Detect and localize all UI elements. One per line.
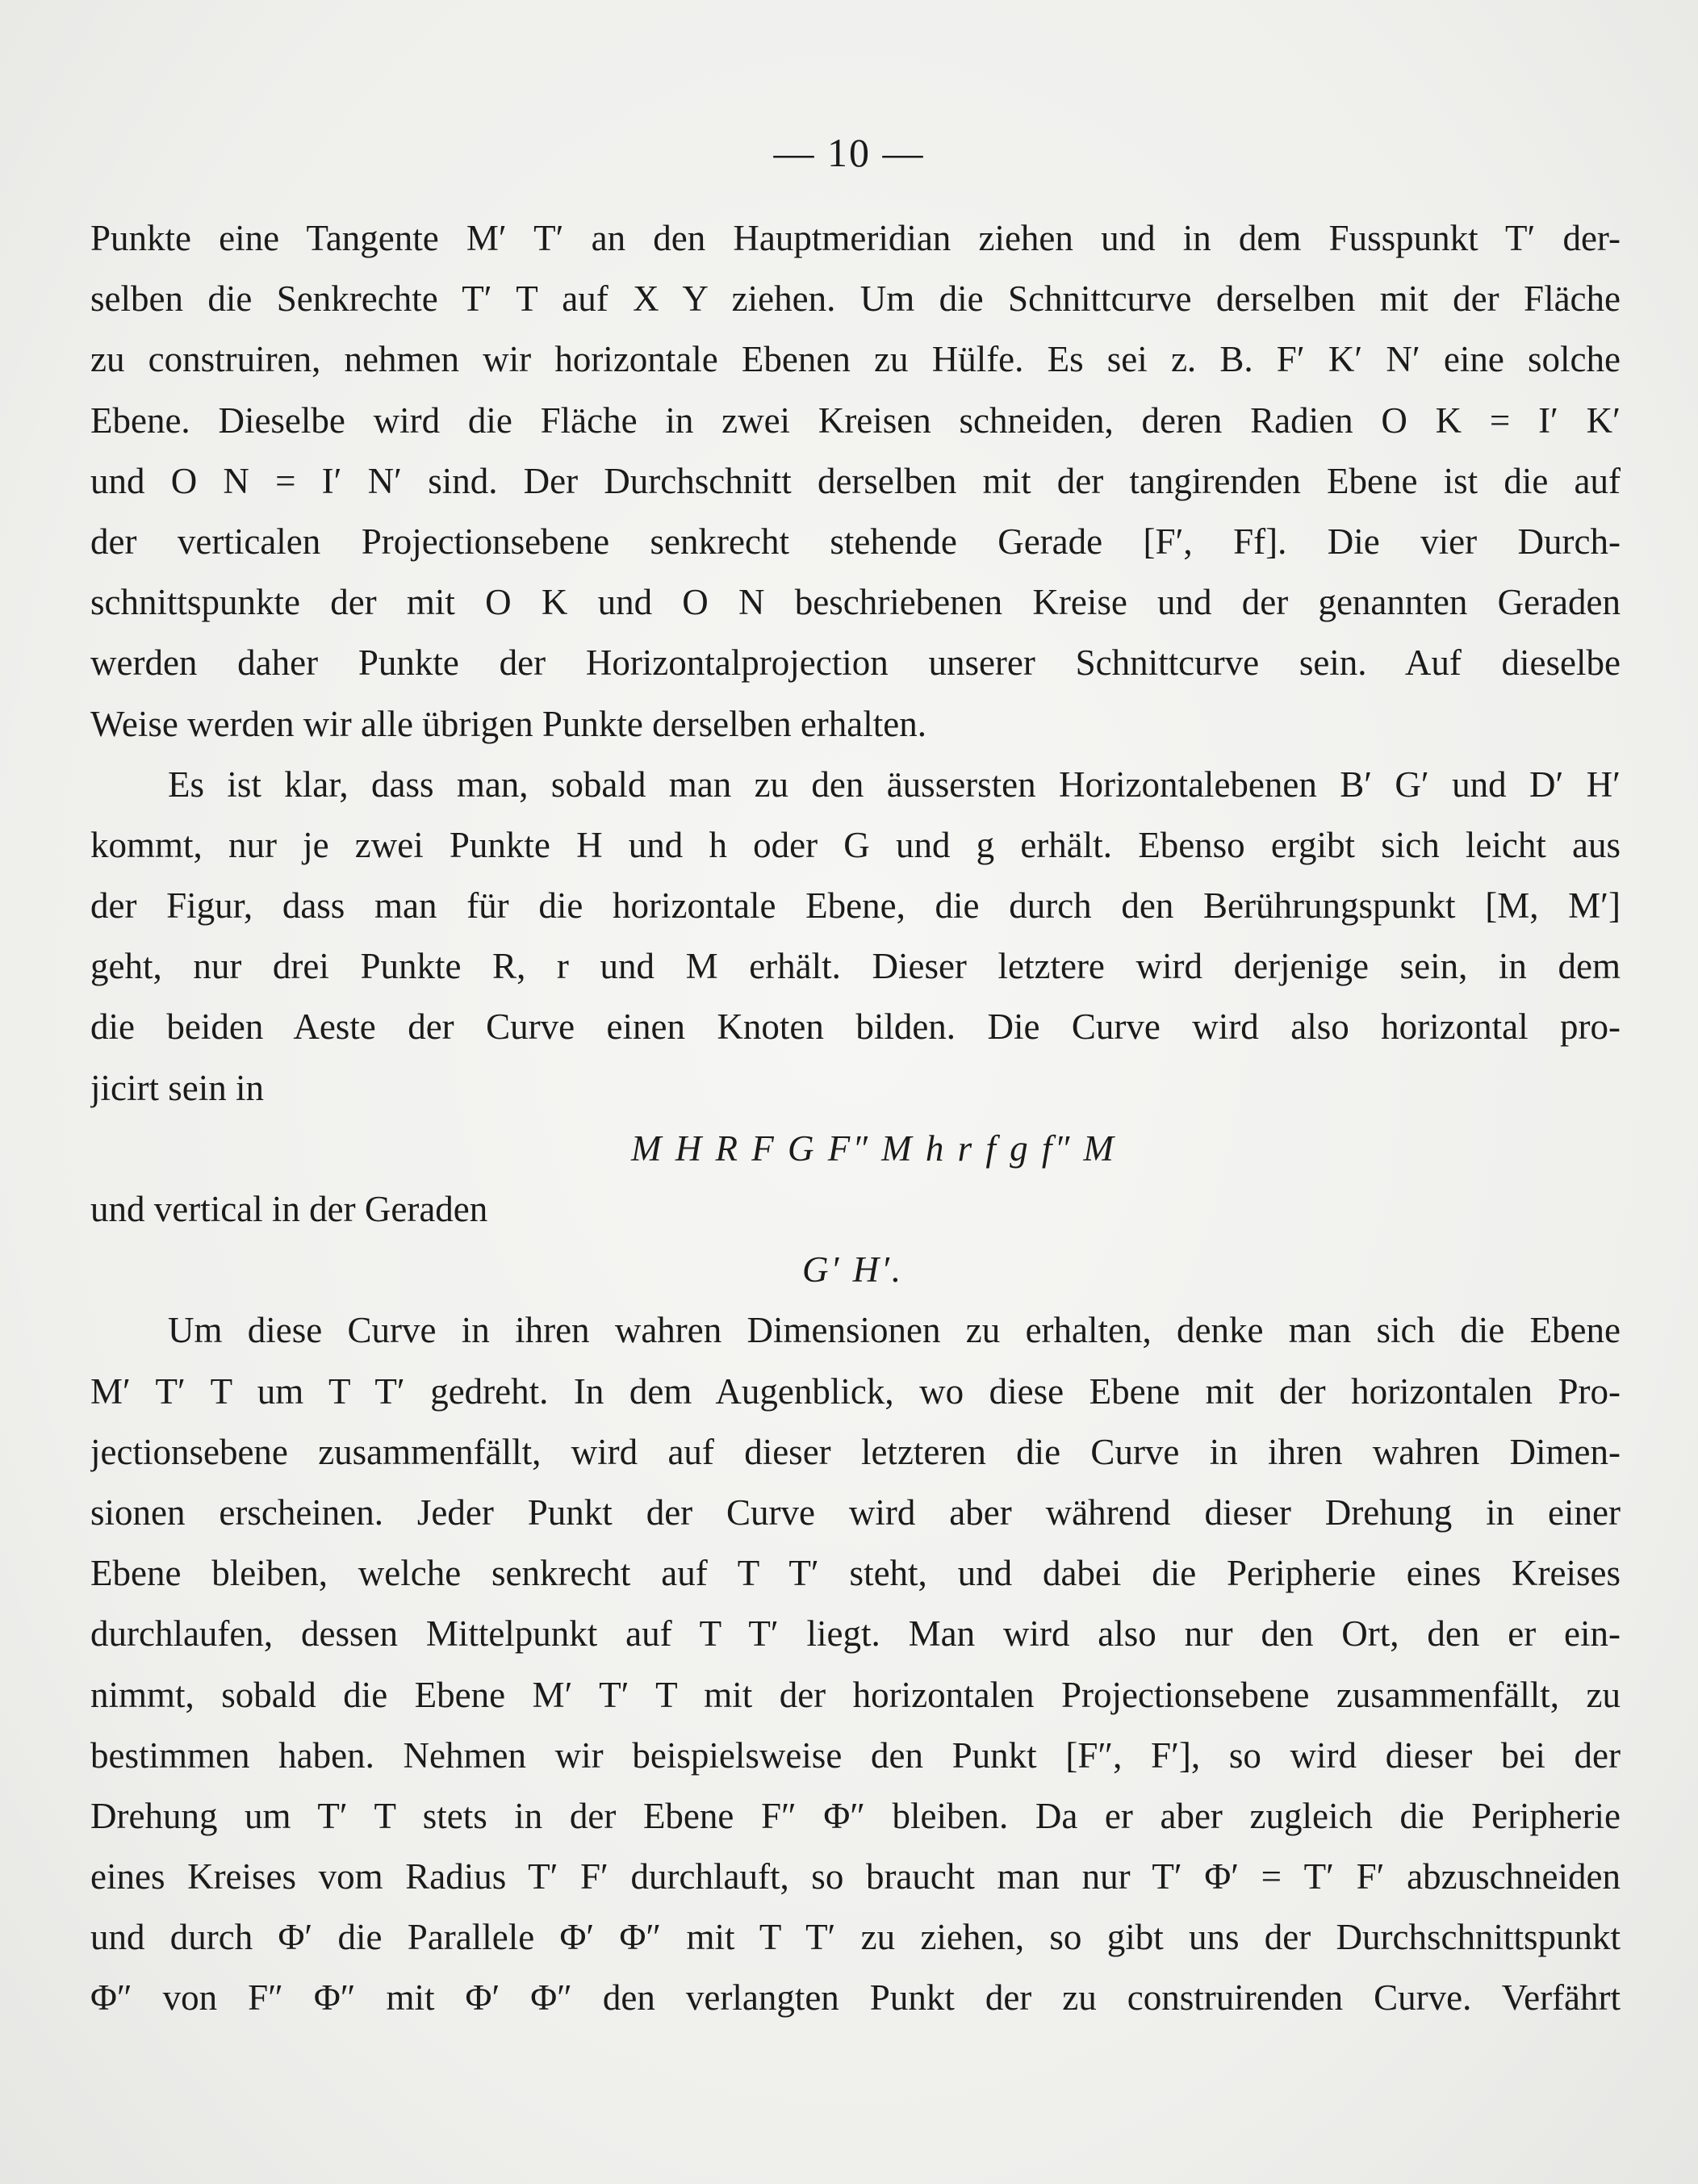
text-line: M′ T′ T um T T′ gedreht. In dem Augenblick, wo diese Ebene mit der horizontalen Pro- [90, 1370, 1621, 1412]
text-line: der verticalen Projectionsebene senkrecht stehende Gerade [F′, Ff]. Die vier Durch- [90, 521, 1621, 562]
text-line: eines Kreises vom Radius T′ F′ durchlauft, so braucht man nur T′ Φ′ = T′ F′ abzuschneiden [90, 1856, 1621, 1897]
text-line: und O N = I′ N′ sind. Der Durchschnitt derselben mit der tangirenden Ebene ist die auf [90, 460, 1621, 501]
text-line: Es ist klar, dass man, sobald man zu den äussersten Horizontalebenen B′ G′ und D′ H′ [168, 764, 1621, 805]
text-line: und durch Φ′ die Parallele Φ′ Φ″ mit T T′ zu ziehen, so gibt uns der Durchschnittspunkt [90, 1917, 1621, 1958]
text-line: die beiden Aeste der Curve einen Knoten bilden. Die Curve wird also horizontal pro- [90, 1006, 1621, 1048]
text-line: nimmt, sobald die Ebene M′ T′ T mit der horizontalen Projectionsebene zusammenfällt, zu [90, 1674, 1621, 1715]
text-line: selben die Senkrechte T′ T auf X Y ziehen. Um die Schnittcurve derselben mit der Fläche [90, 278, 1621, 320]
text-line: und vertical in der Geraden [90, 1189, 488, 1229]
text-line: schnittspunkte der mit O K und O N beschriebenen Kreise und der genannten Geraden [90, 582, 1621, 623]
text-line: jicirt sein in [90, 1067, 264, 1108]
text-line: kommt, nur je zwei Punkte H und h oder G und g erhält. Ebenso ergibt sich leicht aus [90, 824, 1621, 865]
text-line: der Figur, dass man für die horizontale Ebene, die durch den Berührungspunkt [M, M′] [90, 885, 1621, 927]
text-line: zu construiren, nehmen wir horizontale Ebenen zu Hülfe. Es sei z. B. F′ K′ N′ eine solche [90, 339, 1621, 380]
text-line: geht, nur drei Punkte R, r und M erhält. Dieser letztere wird derjenige sein, in dem [90, 946, 1621, 987]
body-text [90, 208, 1621, 2029]
text-line: Ebene bleiben, welche senkrecht auf T T′ steht, und dabei die Peripherie eines Kreises [90, 1553, 1621, 1594]
text-line: werden daher Punkte der Horizontalprojection unserer Schnittcurve sein. Auf dieselbe [90, 642, 1621, 684]
text-line: Φ″ von F″ Φ″ mit Φ′ Φ″ den verlangten Punkt der zu construirenden Curve. Verfährt [90, 1977, 1621, 2019]
text-line: Punkte eine Tangente M′ T′ an den Hauptmeridian ziehen und in dem Fusspunkt T′ der- [90, 218, 1621, 258]
text-line: Ebene. Dieselbe wird die Fläche in zwei Kreisen schneiden, deren Radien O K = I′ K′ [90, 400, 1621, 441]
text-line: Weise werden wir alle übrigen Punkte derselben erhalten. [90, 703, 926, 744]
text-line: Um diese Curve in ihren wahren Dimensionen zu erhalten, denke man sich die Ebene [168, 1310, 1621, 1351]
formula-curve-horizontal: M H R F G F″ M h r f g f″ M [631, 1128, 1116, 1169]
text-line: bestimmen haben. Nehmen wir beispielsweise den Punkt [F″, F′], so wird dieser bei der [90, 1734, 1621, 1776]
text-line: durchlaufen, dessen Mittelpunkt auf T T′ liegt. Man wird also nur den Ort, den er ein- [90, 1613, 1621, 1655]
text-line: jectionsebene zusammenfällt, wird auf dieser letzteren die Curve in ihren wahren Dimen- [90, 1431, 1621, 1472]
text-line: sionen erscheinen. Jeder Punkt der Curve wird aber während dieser Drehung in einer [90, 1492, 1621, 1533]
page-number: — 10 — [773, 130, 925, 175]
text-line: Drehung um T′ T stets in der Ebene F″ Φ″ bleiben. Da er aber zugleich die Peripherie [90, 1795, 1621, 1836]
formula-curve-vertical: G′ H′. [802, 1249, 904, 1291]
